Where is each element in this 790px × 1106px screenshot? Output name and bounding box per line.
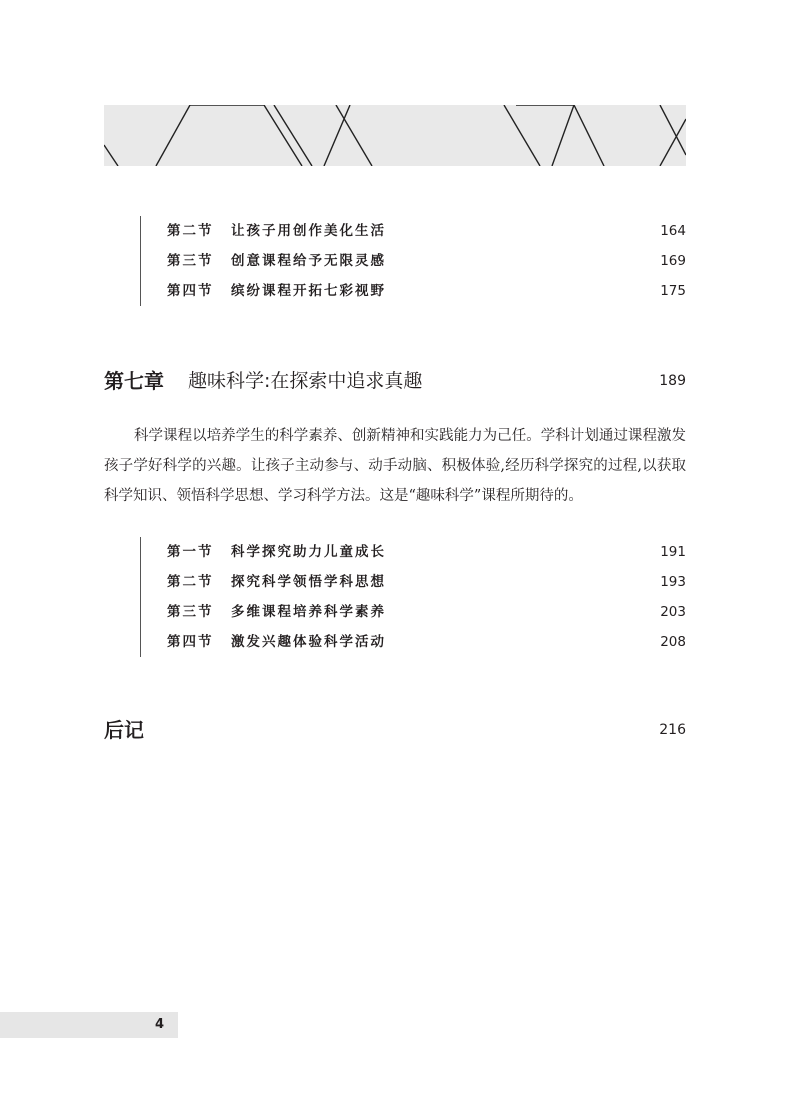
hexagon-line-pattern (104, 105, 686, 166)
chapter-number: 第七章 (104, 369, 164, 393)
section-title: 让孩子用创作美化生活 (231, 223, 386, 239)
section-number: 第一节 (167, 544, 214, 560)
section-number: 第三节 (167, 604, 214, 620)
section-title: 探究科学领悟学科思想 (231, 574, 386, 590)
section-title: 创意课程给予无限灵感 (231, 253, 386, 269)
section-title: 缤纷课程开拓七彩视野 (231, 283, 386, 299)
toc-entry[interactable] (141, 597, 686, 627)
toc-entry[interactable] (141, 246, 686, 276)
toc-entry[interactable] (141, 627, 686, 657)
toc-entry[interactable] (141, 537, 686, 567)
page-number: 189 (659, 373, 686, 389)
folio-number: 4 (154, 1017, 164, 1032)
page-number: 193 (660, 574, 686, 590)
chapter-heading[interactable] (104, 366, 686, 396)
section-title: 多维课程培养科学素养 (231, 604, 386, 620)
page-number: 216 (659, 722, 686, 738)
toc-entry[interactable] (141, 276, 686, 306)
section-number: 第三节 (167, 253, 214, 269)
footer-page-bar (0, 1012, 178, 1038)
page-number: 169 (660, 253, 686, 269)
section-number: 第二节 (167, 223, 214, 239)
section-title: 科学探究助力儿童成长 (231, 544, 386, 560)
section-list-chapter7 (140, 537, 686, 657)
chapter-intro: 科学课程以培养学生的科学素养、创新精神和实践能力为己任。学科计划通过课程激发孩子学好科学的兴趣。让孩子主动参与、动手动脑、积极体验,经历科学探究的过程,以获取科学知识、领悟科学思想、学习科学方法。这是“趣味科学”课程所期待的。 (104, 428, 686, 504)
afterword-heading[interactable] (104, 715, 686, 745)
chapter-title: 趣味科学:在探索中追求真趣 (188, 370, 423, 392)
toc-entry[interactable] (141, 216, 686, 246)
page-number: 208 (660, 634, 686, 650)
section-number: 第二节 (167, 574, 214, 590)
section-list-top (140, 216, 686, 306)
toc-entry[interactable] (141, 567, 686, 597)
section-number: 第四节 (167, 634, 214, 650)
section-number: 第四节 (167, 283, 214, 299)
page-number: 175 (660, 283, 686, 299)
section-title: 激发兴趣体验科学活动 (231, 634, 386, 650)
header-banner (104, 105, 686, 166)
page-number: 203 (660, 604, 686, 620)
page-number: 191 (660, 544, 686, 560)
afterword-title: 后记 (104, 718, 144, 742)
page-number: 164 (660, 223, 686, 239)
